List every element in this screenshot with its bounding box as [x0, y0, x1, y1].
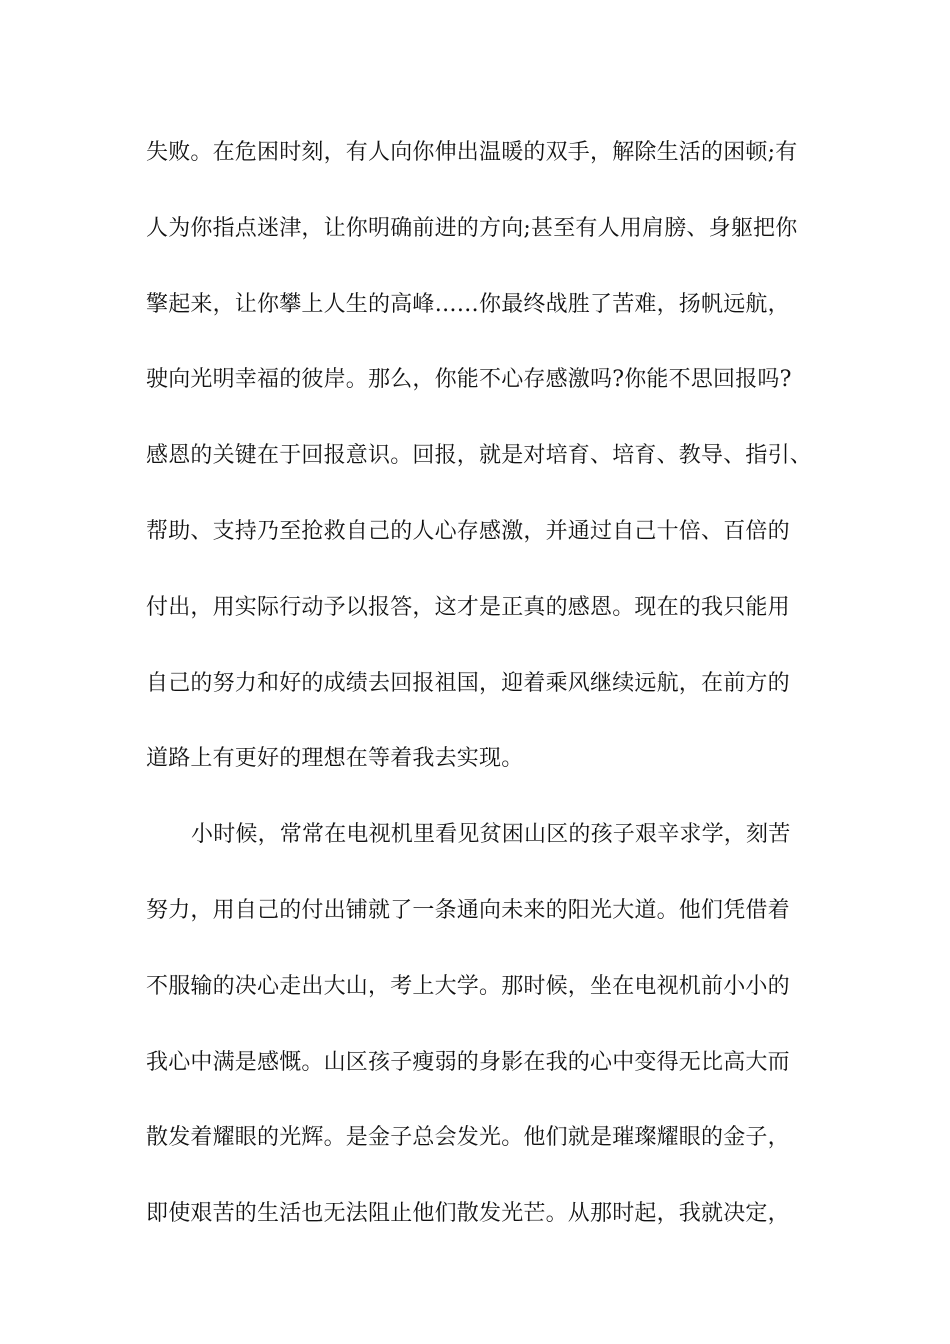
- document-body: [146, 128, 816, 1265]
- text-line: 驶向光明幸福的彼岸。那么，你能不心存感激吗?你能不思回报吗?: [146, 367, 792, 393]
- text-line: 即使艰苦的生活也无法阻止他们散发光芒。从那时起，我就决定，: [146, 1201, 790, 1227]
- text-line: 人为你指点迷津，让你明确前进的方向;甚至有人用肩膀、身躯把你: [146, 215, 798, 241]
- text-line: 失败。在危困时刻，有人向你伸出温暖的双手，解除生活的困顿;有: [146, 140, 798, 165]
- text-line: 自己的努力和好的成绩去回报祖国，迎着乘风继续远航，在前方的: [146, 670, 790, 696]
- text-line: 擎起来，让你攀上人生的高峰……你最终战胜了苦难，扬帆远航，: [146, 291, 790, 317]
- text-line: 感恩的关键在于回报意识。回报，就是对培育、培育、教导、指引、: [146, 443, 813, 469]
- text-line: 帮助、支持乃至抢救自己的人心存感激，并通过自己十倍、百倍的: [146, 518, 790, 544]
- text-line: 道路上有更好的理想在等着我去实现。: [146, 746, 524, 772]
- paragraph-start-line: 小时候，常常在电视机里看见贫困山区的孩子艰辛求学，刻苦: [191, 822, 791, 848]
- text-line: 散发着耀眼的光辉。是金子总会发光。他们就是璀璨耀眼的金子，: [146, 1125, 790, 1151]
- text-line: 不服输的决心走出大山，考上大学。那时候，坐在电视机前小小的: [146, 973, 790, 999]
- text-line: 我心中满是感慨。山区孩子瘦弱的身影在我的心中变得无比高大而: [146, 1049, 790, 1075]
- text-line: 付出，用实际行动予以报答，这才是正真的感恩。现在的我只能用: [146, 594, 790, 620]
- text-line: 努力，用自己的付出铺就了一条通向未来的阳光大道。他们凭借着: [146, 897, 790, 923]
